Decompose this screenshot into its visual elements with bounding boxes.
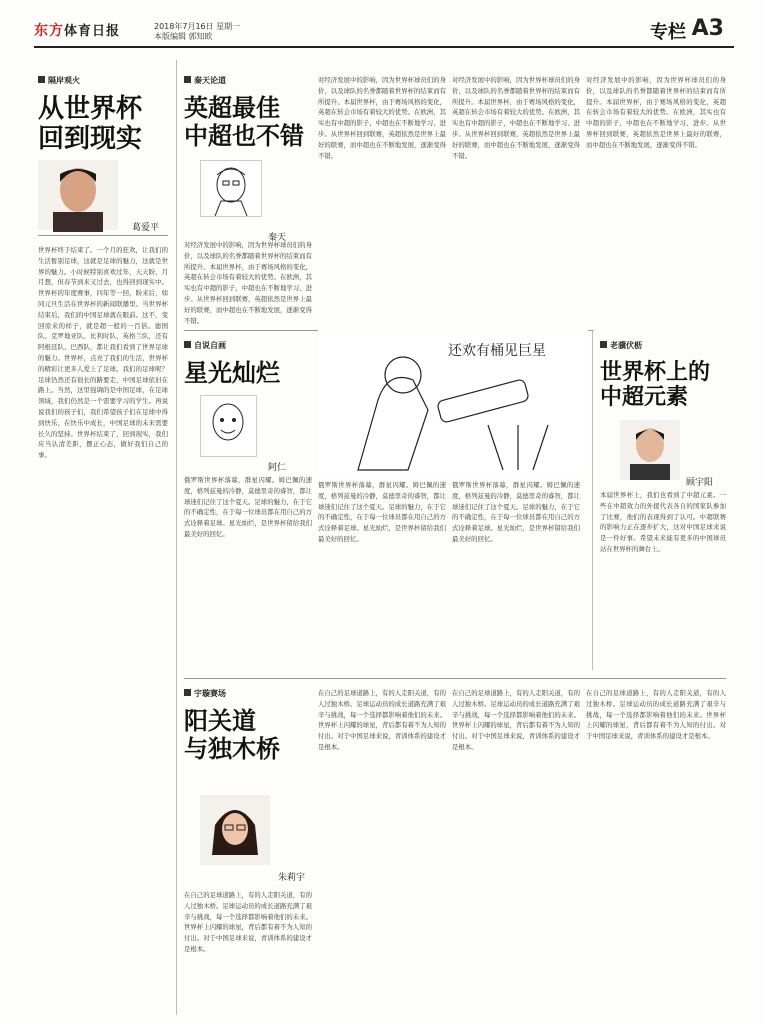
headline-line: 中超也不错 xyxy=(184,121,304,150)
brand-red: 东方 xyxy=(34,23,64,39)
column-label: 宇璇赛场 xyxy=(184,688,226,699)
column-divider xyxy=(592,330,593,670)
author-sketch xyxy=(200,395,257,457)
header-rule xyxy=(34,46,734,48)
author-sketch xyxy=(200,160,262,217)
page-number: A3 xyxy=(691,16,724,41)
article-body-cont: 在自己的足球道路上，有的人走阳关道，有的人过独木桥。足球运动员的成长道路充满了艰辛与挑战，每一个选择都影响着他们的未来。世界杯上闪耀的球星，背后都有着不为人知的付出。对于中国足球来说，青训体系的建设才是根本。 xyxy=(452,689,580,751)
headline-line: 从世界杯 xyxy=(38,94,143,124)
author-portrait xyxy=(200,795,270,865)
column-label: 自说自画 xyxy=(184,340,226,351)
author-byline: 阿仁 xyxy=(268,463,287,473)
cartoon-illustration xyxy=(318,330,588,475)
sketch-illustration xyxy=(201,161,261,216)
headline-line: 回到现实 xyxy=(38,123,143,154)
column-label: 隔岸观火 xyxy=(38,75,80,86)
article-headline xyxy=(184,708,280,763)
brand-black: 体育日报 xyxy=(64,24,121,39)
article-body: 在自己的足球道路上，有的人走阳关道，有的人过独木桥。足球运动员的成长道路充满了艰辛与挑战，每一个选择都影响着他们的未来。世界杯上闪耀的球星，背后都有着不为人知的付出。对于中国足球来说，青训体系的建设才是根本。 xyxy=(184,891,312,953)
article-body: 俄罗斯世界杯落幕，群星闪耀。姆巴佩的速度，格列兹曼的冷静，莫德里奇的睿智，都让球迷们记住了这个夏天。足球的魅力，在于它的不确定性，在于每一位球员都在用自己的方式诠释着足球。星光灿烂，是世界杯留给我们最美好的回忆。 xyxy=(184,476,312,538)
headline-line: 与独木桥 xyxy=(184,734,280,763)
author-portrait xyxy=(620,420,680,480)
author-byline: 秦天 xyxy=(268,233,287,243)
dateline xyxy=(154,22,240,42)
author-byline: 顾宇阳 xyxy=(686,478,714,488)
article-body: 世界杯终于结束了。一个月的狂欢，让我们的生活暂别足球，这就是足球的魅力，这就是世界的魅力。小时候特别喜欢过年，天天盼，月月想，但春节到来又过去，也得回到现实中。世界杯的年度赛事，四年等一回，盼来后，如同元旦生活在世界杯的新闻联播里。当世界杯结束后，我们的中国足球就在眼前。这不，变回原来的样子，就是超一般的一百倍。德国队、克罗地亚队、比利时队、英格兰队，还有阿根廷队、巴西队，都让我们看到了世界足球的魅力。世界杯，点亮了我们的生活，世界杯的精彩让更多人爱上了足球。我们的足球呢？足球仍然还有很长的路要走，中国足球依旧在路上。当然，这里强调的是中国足球，在足球领域，我们仍然是一个需要学习的学生。再说说我们的孩子们，我们希望孩子们在足球中得到快乐，在快乐中成长，中国足球的未来需要长久的坚持。世界杯结束了，回到现实，我们应当认清差距，摆正心态，做好我们自己的事。 xyxy=(38,246,168,460)
portrait-illustration xyxy=(38,160,118,230)
portrait-illustration xyxy=(200,795,270,865)
headline-line: 中超元素 xyxy=(600,385,689,411)
divider xyxy=(38,235,168,236)
article-headline xyxy=(184,95,304,150)
column-label: 秦天论道 xyxy=(184,75,226,86)
article-body-cont: 在自己的足球道路上，有的人走阳关道，有的人过独木桥。足球运动员的成长道路充满了艰辛与挑战，每一个选择都影响着他们的未来。世界杯上闪耀的球星，背后都有着不为人知的付出。对于中国足球来说，青训体系的建设才是根本。 xyxy=(318,689,446,751)
article-body-cont: 对经济发展中的影响，因为世界杯球员们的身价，以及球队的名誉都随着世界杯的结束而有所提升。本届世界杯，由于赛场风格的变化，英超在转会市场有着较大的优势。在欧洲，其实也有中超的影子，中超也在不断地学习、进步。从世界杯回到联赛，英超依然是世界上最好的联赛，而中超也在不断地发展，逐渐变得不错。 xyxy=(318,76,446,160)
article-body: 对经济发展中的影响，因为世界杯球员们的身价，以及球队的名誉都随着世界杯的结束而有所提升。本届世界杯，由于赛场风格的变化，英超在转会市场有着较大的优势。在欧洲，其实也有中超的影子，中超也在不断地学习、进步。从世界杯回到联赛，英超依然是世界上最好的联赛，而中超也在不断地发展，逐渐变得不错。 xyxy=(184,241,312,325)
editorial-cartoon xyxy=(318,330,588,475)
newspaper-logo xyxy=(34,20,120,40)
article-body-cont: 对经济发展中的影响，因为世界杯球员们的身价，以及球队的名誉都随着世界杯的结束而有所提升。本届世界杯，由于赛场风格的变化，英超在转会市场有着较大的优势。在欧洲，其实也有中超的影子，中超也在不断地学习、进步。从世界杯回到联赛，英超依然是世界上最好的联赛，而中超也在不断地发展，逐渐变得不错。 xyxy=(586,76,726,149)
column-label: 老骥伏枥 xyxy=(600,340,642,351)
headline-line: 世界杯上的 xyxy=(600,360,711,385)
article-headline: 星光灿烂 xyxy=(184,359,280,387)
author-byline: 朱莉宇 xyxy=(278,873,306,883)
article-body-cont: 在自己的足球道路上，有的人走阳关道，有的人过独木桥。足球运动员的成长道路充满了艰辛与挑战，每一个选择都影响着他们的未来。世界杯上闪耀的球星，背后都有着不为人知的付出。对于中国足球来说，青训体系的建设才是根本。 xyxy=(586,689,726,741)
masthead xyxy=(34,16,734,43)
author-portrait xyxy=(38,160,118,230)
article-body-cont: 对经济发展中的影响，因为世界杯球员们的身价，以及球队的名誉都随着世界杯的结束而有所提升。本届世界杯，由于赛场风格的变化，英超在转会市场有着较大的优势。在欧洲，其实也有中超的影子，中超也在不断地学习、进步。从世界杯回到联赛，英超依然是世界上最好的联赛，而中超也在不断地发展，逐渐变得不错。 xyxy=(452,76,580,160)
headline-line: 阳关道 xyxy=(184,707,256,735)
article-body: 本届世界杯上，我们也看到了中超元素。一些在中超效力的外援代表各自的国家队参加了比赛，他们的表现得到了认可。中超联赛的影响力正在逐步扩大，这对中国足球来说是一件好事。希望未来能有更多的中国球员站在世界杯的舞台上。 xyxy=(600,491,726,553)
article-body-cont: 俄罗斯世界杯落幕，群星闪耀。姆巴佩的速度，格列兹曼的冷静，莫德里奇的睿智，都让球迷们记住了这个夏天。足球的魅力，在于它的不确定性，在于每一位球员都在用自己的方式诠释着足球。星光灿烂，是世界杯留给我们最美好的回忆。 xyxy=(318,481,446,543)
column-divider xyxy=(176,60,177,1015)
article-headline xyxy=(38,95,142,155)
portrait-illustration xyxy=(620,420,680,480)
author-byline: 葛爱平 xyxy=(132,223,160,233)
article-body-cont: 俄罗斯世界杯落幕，群星闪耀。姆巴佩的速度，格列兹曼的冷静，莫德里奇的睿智，都让球迷们记住了这个夏天。足球的魅力，在于它的不确定性，在于每一位球员都在用自己的方式诠释着足球。星光灿烂，是世界杯留给我们最美好的回忆。 xyxy=(452,481,580,543)
sketch-illustration xyxy=(201,396,256,456)
cartoon-caption: 还欢有桶见巨星 xyxy=(448,343,546,359)
page-editor: 本版编辑 郭知欧 xyxy=(154,32,213,41)
article-headline xyxy=(600,360,710,411)
issue-date: 2018年7月16日 星期一 xyxy=(154,22,241,31)
divider xyxy=(184,678,726,679)
headline-line: 英超最佳 xyxy=(184,94,280,122)
section-name: 专栏 xyxy=(650,22,686,43)
